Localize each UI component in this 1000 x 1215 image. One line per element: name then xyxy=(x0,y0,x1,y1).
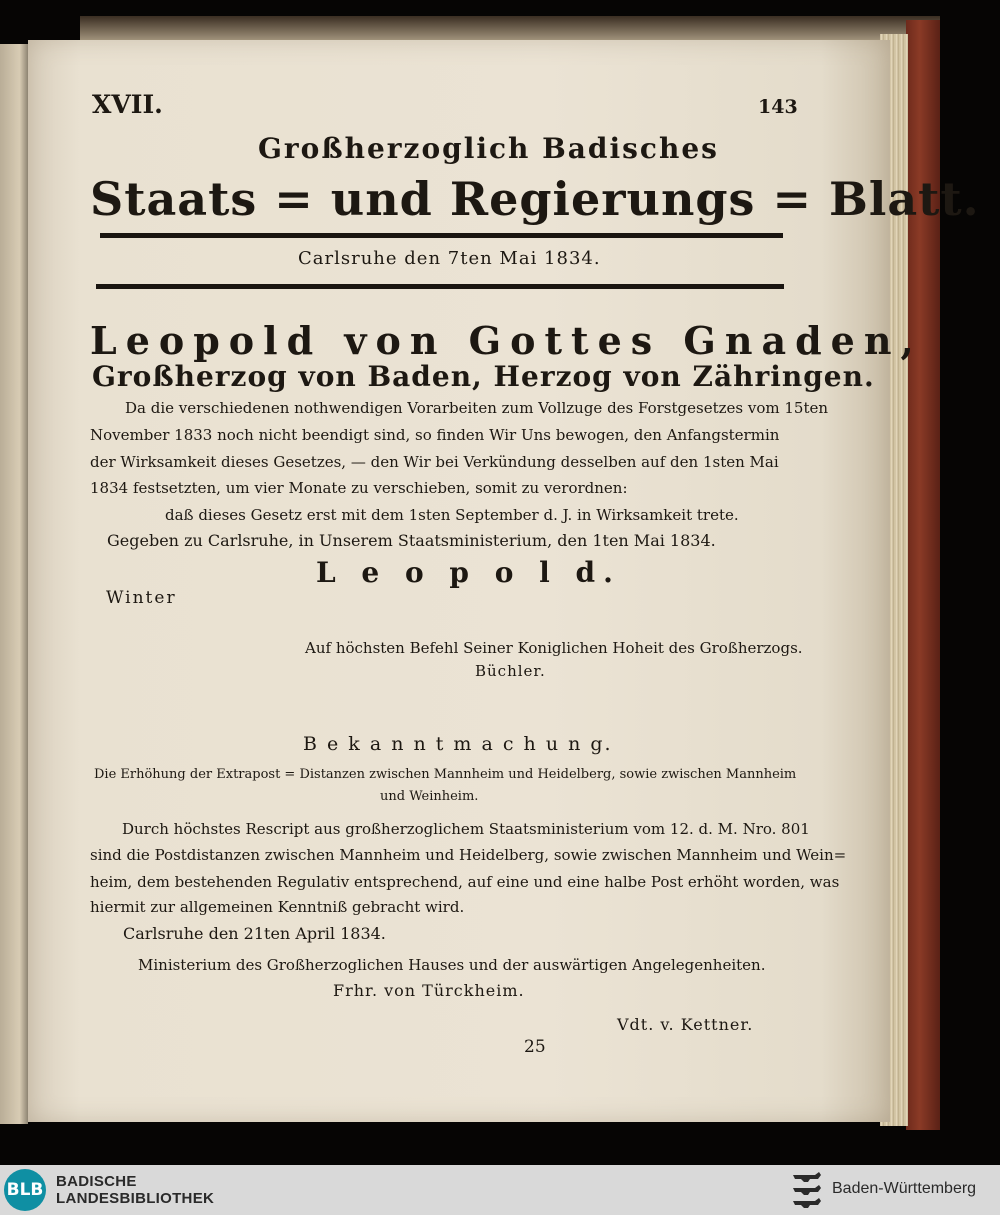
notice-body-line-4: hiermit zur allgemeinen Kenntniß gebracht wird. xyxy=(90,898,465,916)
secretary-name: Büchler. xyxy=(475,662,546,680)
notice-body-line-2: sind die Postdistanzen zwischen Mannheim und Heidelberg, sowie zwischen Mannheim und Wein= xyxy=(90,846,847,864)
blb-logo[interactable]: BLB xyxy=(4,1169,46,1211)
notice-vidit: Vdt. v. Kettner. xyxy=(617,1015,754,1034)
section-number: XVII. xyxy=(92,90,163,119)
library-name-line1: BADISCHE xyxy=(56,1173,137,1190)
notice-title: B e k a n n t m a c h u n g. xyxy=(303,733,613,755)
notice-body-line-1: Durch höchstes Rescript aus großherzoglichem Staatsministerium vom 12. d. M. Nro. 801 xyxy=(122,820,810,838)
notice-body-line-3: heim, dem bestehenden Regulativ entsprechend, auf eine und eine halbe Post erhöht worden, was xyxy=(90,873,840,891)
by-order-line: Auf höchsten Befehl Seiner Koniglichen Hoheit des Großherzogs. xyxy=(305,639,803,657)
notice-ministry: Ministerium des Großherzoglichen Hauses und der auswärtigen Angelegenheiten. xyxy=(138,956,766,974)
library-name-line2: LANDESBIBLIOTHEK xyxy=(56,1190,215,1207)
sheet-signature: 25 xyxy=(524,1037,546,1057)
decree-provision: daß dieses Gesetz erst mit dem 1sten September d. J. in Wirksamkeit trete. xyxy=(165,506,739,524)
countersignature: Winter xyxy=(106,588,177,608)
masthead-rule-top xyxy=(100,233,783,238)
decree-body-line-4: 1834 festsetzten, um vier Monate zu verschieben, somit zu verordnen: xyxy=(90,479,628,497)
library-name[interactable] xyxy=(56,1173,214,1207)
notice-signatory: Frhr. von Türckheim. xyxy=(333,981,525,1000)
binding-top xyxy=(80,16,940,42)
notice-date: Carlsruhe den 21ten April 1834. xyxy=(123,924,386,943)
decree-body-line-1: Da die verschiedenen nothwendigen Vorarbeiten zum Vollzuge des Forstgesetzes vom 15ten xyxy=(125,399,829,417)
state-name[interactable]: Baden-Württemberg xyxy=(832,1180,977,1197)
left-page-edge xyxy=(0,44,28,1124)
decree-body-line-3: der Wirksamkeit dieses Gesetzes, — den Wir bei Verkündung desselben auf den 1sten Mai xyxy=(90,453,779,471)
decree-heading: Leopold von Gottes Gnaden, xyxy=(90,318,923,363)
dateline: Carlsruhe den 7ten Mai 1834. xyxy=(298,248,601,269)
masthead-rule-bottom xyxy=(96,284,784,289)
three-lions-icon[interactable] xyxy=(790,1170,824,1210)
notice-subject-line-2: und Weinheim. xyxy=(380,789,479,804)
notice-subject-line-1: Die Erhöhung der Extrapost = Distanzen zwischen Mannheim und Heidelberg, sowie zwischen Mannheim xyxy=(94,767,797,782)
masthead-line1: Großherzoglich Badisches xyxy=(258,132,719,165)
decree-title: Großherzog von Baden, Herzog von Zähringen. xyxy=(92,360,875,393)
masthead-line2: Staats = und Regierungs = Blatt. xyxy=(90,172,980,226)
page-number: 143 xyxy=(758,96,798,118)
decree-body-line-2: November 1833 noch nicht beendigt sind, so finden Wir Uns bewogen, den Anfangstermin xyxy=(90,426,780,444)
decree-signature: L e o p o l d. xyxy=(316,556,621,589)
decree-given-at: Gegeben zu Carlsruhe, in Unserem Staatsministerium, den 1ten Mai 1834. xyxy=(107,531,716,550)
